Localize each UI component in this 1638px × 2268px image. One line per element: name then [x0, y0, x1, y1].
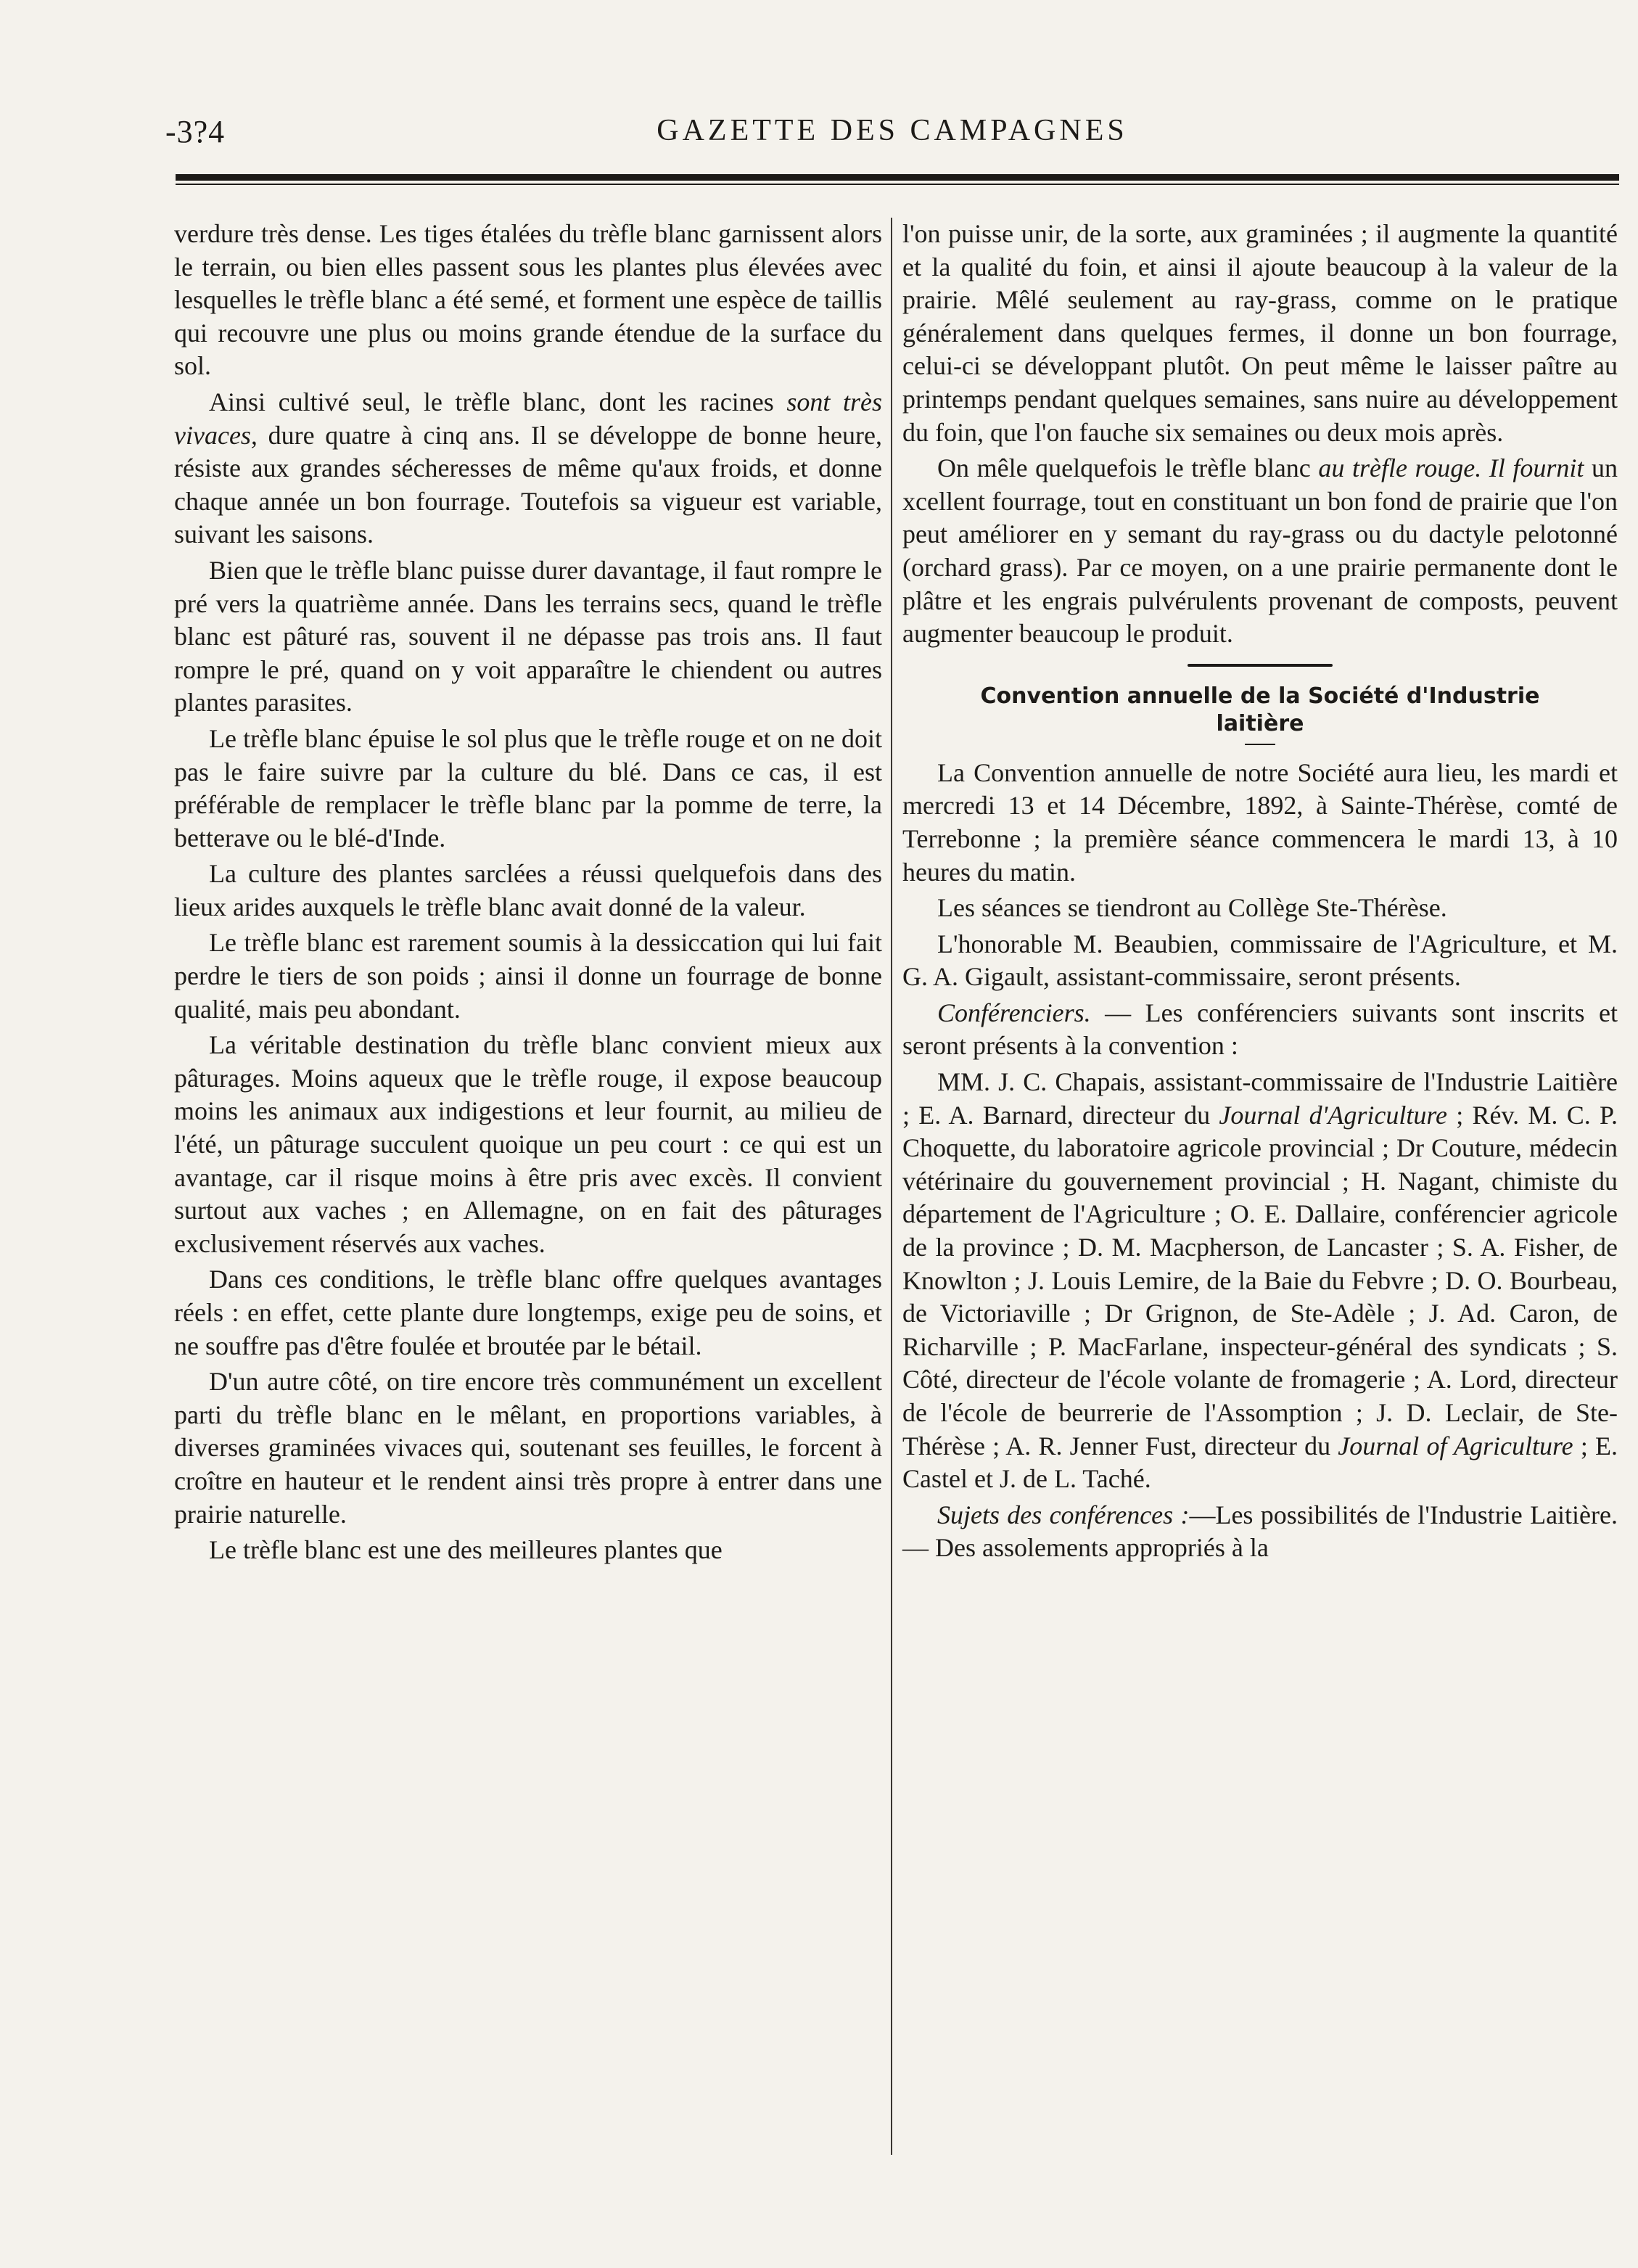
paragraph: La Convention annuelle de notre Société aura lieu, les mardi et mercredi 13 et 14 Décembre, 1892, à Sainte-Thérèse, comté de Terrebonne ; la première séance commencera le mardi 13, à 10 heures du matin.: [902, 757, 1618, 887]
running-title: GAZETTE DES CAMPAGNES: [657, 114, 1128, 147]
paragraph: Le trèfle blanc épuise le sol plus que le trèfle rouge et on ne doit pas le faire suivre par la culture du blé. Dans ce cas, il est préférable de remplacer le trèfle blanc par la pomme de terre, la betterave ou le blé-d'Inde.: [174, 723, 882, 852]
section-title-line: laitière: [1216, 710, 1304, 736]
paragraph: [902, 452, 1618, 651]
text-run: ; E. Castel et J. de L. Taché.: [902, 1431, 1618, 1494]
paragraph: Le trèfle blanc est rarement soumis à la dessiccation qui lui fait perdre le tiers de son poids ; ainsi il donne un fourrage de bonne qualité, mais peu abondant.: [174, 928, 882, 1024]
emphasis: Conférenciers.: [937, 998, 1091, 1027]
paragraph: Le trèfle blanc est une des meilleures plantes que: [209, 1535, 723, 1565]
paragraph: [902, 997, 1618, 1063]
section-title: [902, 683, 1618, 738]
paragraph: [902, 1499, 1618, 1565]
paragraph: l'on puisse unir, de la sorte, aux graminées ; il augmente la quantité et la qualité du foin, et ainsi il ajoute beaucoup à la valeur de la prairie. Mêlé seulement au ray-grass, comme on le pratique généralement dans quelques fermes, il donne un bon fourrage, celui-ci se développant plutôt. On peut même le laisser paître au printemps pendant quelques semaines, sans nuire au développement du foin, que l'on fauche six semaines ou deux mois après.: [902, 219, 1618, 447]
paragraph: [902, 1066, 1618, 1496]
text-run: ; Rév. M. C. P. Choquette, du laboratoire agricole provincial ; Dr Couture, médecin vétérinaire du gouvernement provincial ; H. Nagant, chimiste du département de l'Agriculture ; O. E. Dallaire, conférencier agricole de la province ; D. M. Macpherson, de Lancaster ; S. A. Fisher, de Knowlton ; J. Louis Lemire, de la Baie du Febvre ; D. O. Bourbeau, de Victoriaville ; Dr Grignon, de Ste-Adèle ; J. Ad. Caron, de Richarville ; P. MacFarlane, inspecteur-général des syndicats ; S. Côté, directeur de l'école volante de fromagerie ; A. Lord, directeur de l'école de beurrerie de l'Assomption ; J. D. Leclair, de Ste-Thérèse ; A. R. Jenner Fust, directeur du: [902, 1100, 1618, 1460]
emphasis: Sujets des conférences :: [937, 1500, 1190, 1529]
header-rule-thin: [176, 184, 1619, 185]
paragraph: [174, 386, 882, 551]
title-underline: [1245, 744, 1275, 745]
right-column: [902, 218, 1618, 1568]
paragraph: La culture des plantes sarclées a réussi quelquefois dans des lieux arides auxquels le trèfle blanc avait donné de la valeur.: [174, 859, 882, 921]
page-header: [165, 107, 1619, 158]
page-number: -3?4: [165, 114, 226, 149]
section-divider: [1188, 664, 1333, 667]
paragraph: Les séances se tiendront au Collège Ste-Thérèse.: [937, 893, 1447, 923]
text-run: dure quatre à cinq ans. Il se développe de bonne heure, résiste aux grandes sécheresses de même qu'aux froids, et donne chaque année un bon fourrage. Toutefois sa vigueur est variable, suivant les saisons.: [174, 420, 882, 549]
text-run: — Les conférenciers suivants sont inscrits et seront présents à la convention :: [902, 998, 1618, 1061]
emphasis: sont très vivaces,: [174, 387, 882, 450]
section-title-line: Convention annuelle de la Société d'Industrie: [980, 683, 1540, 709]
emphasis: Journal d'Agriculture: [1219, 1100, 1447, 1130]
column-divider: [891, 218, 892, 2155]
left-column: [174, 218, 882, 1570]
paragraph: La véritable destination du trèfle blanc convient mieux aux pâturages. Moins aqueux que le trèfle rouge, il expose beaucoup moins les animaux aux indigestions et leur fournit, au milieu de l'été, un pâturage succulent quoique un peu court : ce qui est un avantage, car il risque moins à être pris avec excès. Il convient surtout aux vaches ; en Allemagne, on en fait des pâturages exclusivement réservés aux vaches.: [174, 1030, 882, 1258]
text-run: Ainsi cultivé seul, le trèfle blanc, dont les racines: [209, 387, 787, 416]
text-run: MM. J. C. Chapais, assistant-commissaire de l'Industrie Laitière ; E. A. Barnard, directeur du: [902, 1067, 1618, 1130]
paragraph: D'un autre côté, on tire encore très communément un excellent parti du trèfle blanc en le mêlant, en proportions variables, à diverses graminées vivaces qui, soutenant ses feuilles, le forcent à croître en hauteur et le rendent ainsi très propre à entrer dans une prairie naturelle.: [174, 1367, 882, 1529]
paragraph: Dans ces conditions, le trèfle blanc offre quelques avantages réels : en effet, cette plante dure longtemps, exige peu de soins, et ne souffre pas d'être foulée et broutée par le bétail.: [174, 1265, 882, 1360]
emphasis: Journal of Agriculture: [1338, 1431, 1573, 1460]
paragraph: verdure très dense. Les tiges étalées du trèfle blanc garnissent alors le terrain, ou bien elles passent sous les plantes plus élevées avec lesquelles le trèfle blanc a été semé, et forment une espèce de taillis qui recouvre une plus ou moins grande étendue de la surface du sol.: [174, 219, 882, 381]
text-run: On mêle quelquefois le trèfle blanc: [937, 453, 1319, 483]
paragraph: L'honorable M. Beaubien, commissaire de l'Agriculture, et M. G. A. Gigault, assistant-commissaire, seront présents.: [902, 929, 1618, 992]
text-run: —Les possibilités de l'Industrie Laitière. — Des assolements appropriés à la: [902, 1500, 1618, 1563]
text-run: un xcellent fourrage, tout en constituant un bon fond de prairie que l'on peut améliorer en y semant du ray-grass ou du dactyle pelotonné (orchard grass). Par ce moyen, on a une prairie permanente dont le plâtre et les engrais pulvérulents provenant de composts, peuvent augmenter beaucoup le produit.: [902, 453, 1618, 649]
paragraph: Bien que le trèfle blanc puisse durer davantage, il faut rompre le pré vers la quatrième année. Dans les terrains secs, quand le trèfle blanc est pâturé ras, souvent il ne dépasse pas trois ans. Il faut rompre le pré, quand on y voit apparaître le chiendent ou autres plantes parasites.: [174, 555, 882, 718]
header-rule-thick: [176, 174, 1619, 181]
emphasis: au trèfle rouge. Il fournit: [1318, 453, 1584, 483]
